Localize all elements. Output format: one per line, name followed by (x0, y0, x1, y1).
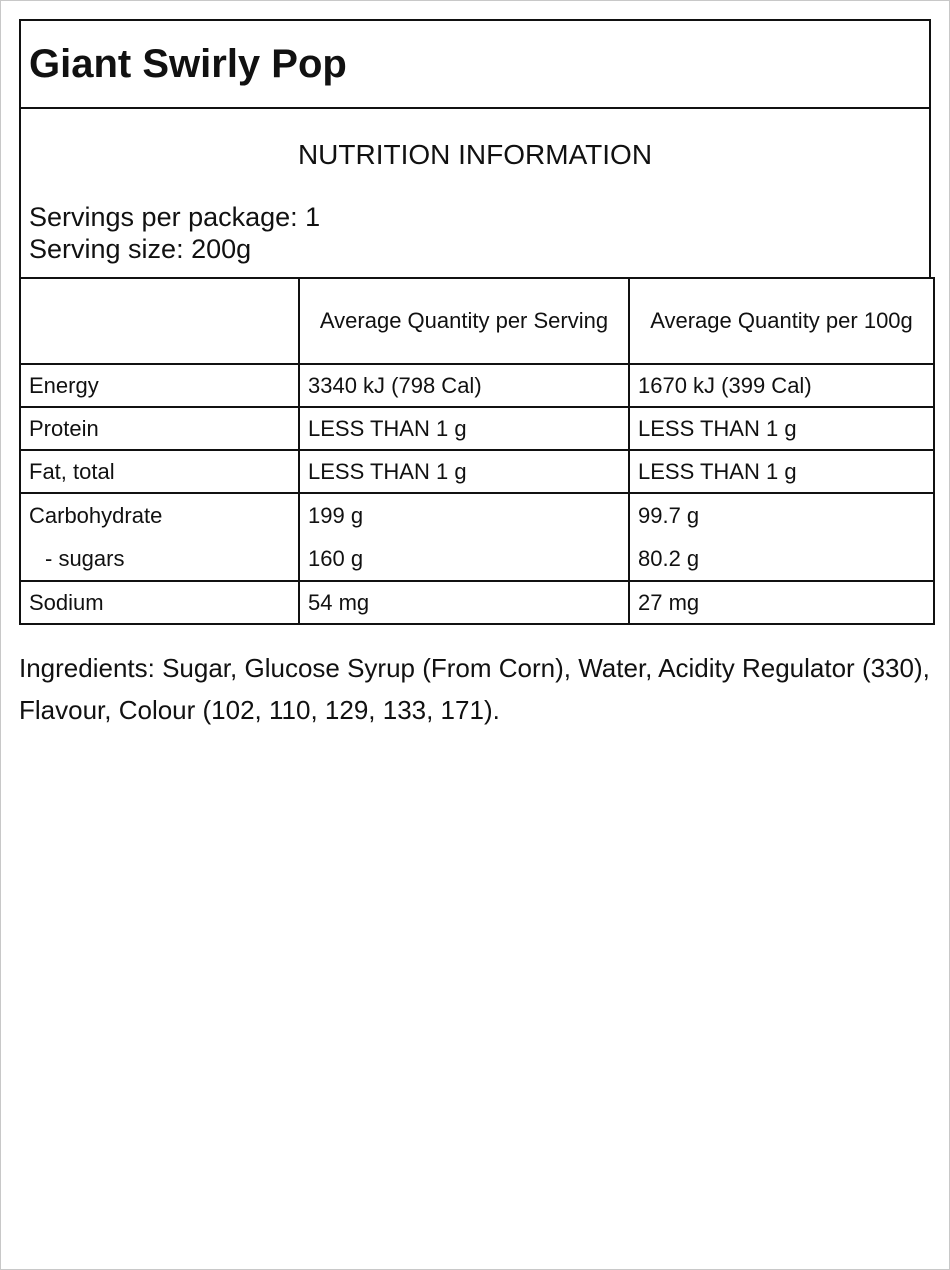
per-100g-cell (629, 493, 934, 581)
column-header-label (20, 278, 299, 364)
per-serving-value: 3340 kJ (798 Cal) (299, 364, 629, 407)
nutrient-label-cell (20, 493, 299, 581)
table-row (20, 450, 934, 493)
product-title: Giant Swirly Pop (29, 41, 347, 86)
sub-nutrient-label: - sugars (45, 546, 125, 571)
per-serving-value: 54 mg (299, 581, 629, 624)
per-100g-value: 27 mg (629, 581, 934, 624)
servings-per-package: Servings per package: 1 (29, 202, 321, 232)
table-header-row (20, 278, 934, 364)
nutrition-heading: NUTRITION INFORMATION (297, 139, 653, 170)
per-100g-value: LESS THAN 1 g (629, 450, 934, 493)
column-header-per-100g: Average Quantity per 100g (629, 278, 934, 364)
per-serving-value: 199 g (308, 503, 364, 528)
ingredients-text: Ingredients: Sugar, Glucose Syrup (From Corn), Water, Acidity Regulator (330), Flavour, Colour (102, 110, 129, 133, 171). (19, 653, 930, 725)
column-header-per-serving: Average Quantity per Serving (299, 278, 629, 364)
table-row (20, 581, 934, 624)
nutrition-info-header (19, 109, 931, 277)
nutrient-label: Energy (20, 364, 299, 407)
nutrition-table (19, 277, 935, 625)
serving-size: Serving size: 200g (29, 234, 252, 264)
product-title-box (19, 19, 931, 109)
sub-per-100g-value: 80.2 g (638, 546, 700, 571)
table-row (20, 493, 934, 581)
sub-per-serving-value: 160 g (308, 546, 364, 571)
nutrient-label: Fat, total (20, 450, 299, 493)
per-serving-value: LESS THAN 1 g (299, 407, 629, 450)
per-100g-value: LESS THAN 1 g (629, 407, 934, 450)
per-serving-value: LESS THAN 1 g (299, 450, 629, 493)
per-100g-value: 99.7 g (638, 503, 700, 528)
nutrition-panel (19, 19, 931, 625)
nutrient-label: Carbohydrate (29, 503, 163, 528)
per-100g-value: 1670 kJ (399 Cal) (629, 364, 934, 407)
table-row (20, 364, 934, 407)
nutrient-label: Protein (20, 407, 299, 450)
per-serving-cell (299, 493, 629, 581)
nutrient-label: Sodium (20, 581, 299, 624)
table-row (20, 407, 934, 450)
serving-info (29, 201, 320, 265)
